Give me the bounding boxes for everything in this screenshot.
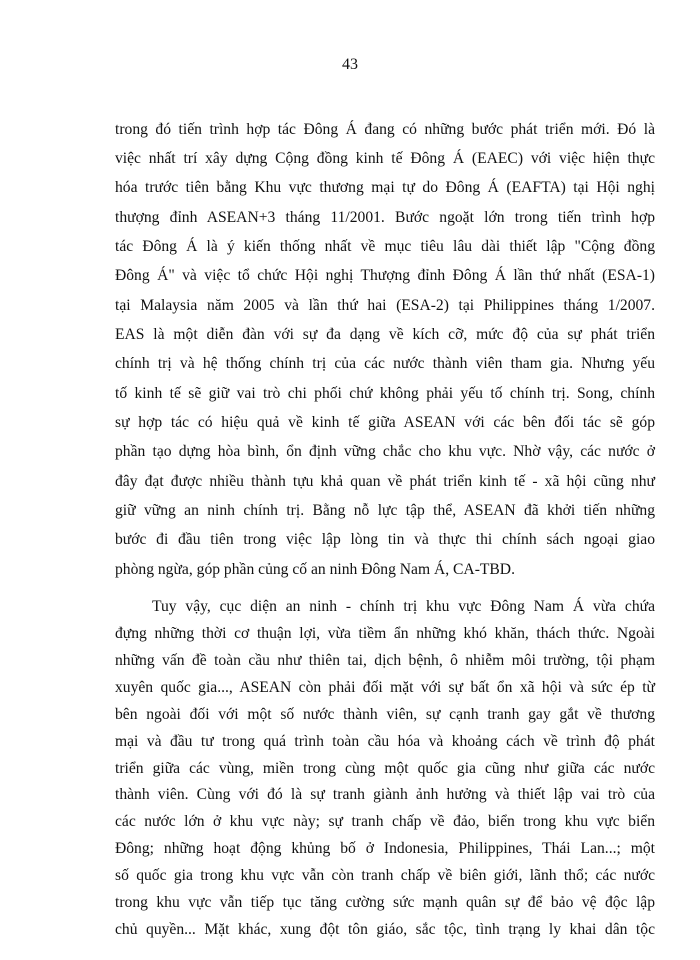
paragraph-1-line-2: việc nhất trí xây dựng Cộng đồng kinh tế Đông Á (EAEC) với việc hiện thực xyxy=(115,150,655,167)
paragraph-2-line-11: số quốc gia trong khu vực vẫn còn tranh chấp về biên giới, lãnh thổ; các nước xyxy=(115,867,655,885)
paragraph-2-line-7: triển giữa các vùng, miền trong cùng một quốc gia cũng như giữa các nước xyxy=(115,759,655,777)
paragraph-1-line-11: sự hợp tác có hiệu quả về kinh tế giữa ASEAN với các bên đối tác sẽ góp xyxy=(115,414,655,431)
paragraph-2-line-12: trong khu vực vẫn tiếp tục tăng cường sức mạnh quân sự để bảo vệ độc lập xyxy=(115,894,655,912)
paragraph-2-line-4: xuyên quốc gia..., ASEAN còn phải đối mặt với sự bất ổn xã hội và sức ép từ xyxy=(115,678,655,696)
paragraph-1-line-5: tác Đông Á là ý kiến thống nhất về mục tiêu lâu dài thiết lập "Cộng đồng xyxy=(115,238,655,255)
paragraph-2-line-10: Đông; những hoạt động khủng bố ở Indonesia, Philippines, Thái Lan...; một xyxy=(115,840,655,858)
paragraph-2-line-1: Tuy vậy, cục diện an ninh - chính trị khu vực Đông Nam Á vừa chứa xyxy=(152,598,655,615)
paragraph-2-line-3: những vấn đề toàn cầu như thiên tai, dịch bệnh, ô nhiễm môi trường, tội phạm xyxy=(115,651,655,669)
paragraph-1-line-12: phần tạo dựng hòa bình, ổn định vững chắc cho khu vực. Nhờ vậy, các nước ở xyxy=(115,443,655,460)
paragraph-2-line-8: thành viên. Cùng với đó là sự tranh giành ảnh hưởng và thiết lập vai trò của xyxy=(115,786,655,804)
paragraph-1-line-1: trong đó tiến trình hợp tác Đông Á đang có những bước phát triển mới. Đó là xyxy=(115,121,655,138)
page-number: 43 xyxy=(342,56,358,73)
paragraph-1-line-6: Đông Á" và việc tổ chức Hội nghị Thượng đỉnh Đông Á lần thứ nhất (ESA-1) xyxy=(115,267,655,284)
paragraph-1-line-16: phòng ngừa, góp phần củng cố an ninh Đông Nam Á, CA-TBD. xyxy=(115,561,515,578)
paragraph-1-line-4: thượng đỉnh ASEAN+3 tháng 11/2001. Bước ngoặt lớn trong tiến trình hợp xyxy=(115,209,655,226)
paragraph-1-line-8: EAS là một diễn đàn với sự đa dạng về kích cỡ, mức độ của sự phát triển xyxy=(115,326,655,343)
paragraph-1-line-14: giữ vững an ninh chính trị. Bằng nỗ lực tập thể, ASEAN đã khởi tiến những xyxy=(115,502,655,519)
paragraph-1-line-15: bước đi đầu tiên trong việc lập lòng tin và thực thi chính sách ngoại giao xyxy=(115,531,655,548)
paragraph-1-line-10: tố kinh tế sẽ giữ vai trò chi phối chứ không phải yếu tố chính trị. Song, chính xyxy=(115,385,655,402)
paragraph-1-line-13: đây đạt được nhiều thành tựu khả quan về phát triển kinh tế - xã hội cũng như xyxy=(115,473,655,490)
paragraph-2-line-5: bên ngoài đối với một số nước thành viên, sự cạnh tranh gay gắt về thương xyxy=(115,705,655,723)
paragraph-1-line-9: chính trị và hệ thống chính trị của các nước thành viên tham gia. Nhưng yếu xyxy=(115,355,655,372)
paragraph-2-line-6: mại và đầu tư trong quá trình toàn cầu hóa và khoảng cách về trình độ phát xyxy=(115,732,655,750)
paragraph-1-line-7: tại Malaysia năm 2005 và lần thứ hai (ESA-2) tại Philippines tháng 1/2007. xyxy=(115,297,655,314)
paragraph-1-line-3: hóa trước tiên bằng Khu vực thương mại tự do Đông Á (EAFTA) tại Hội nghị xyxy=(115,179,655,196)
paragraph-2-line-2: đựng những thời cơ thuận lợi, vừa tiềm ẩn những khó khăn, thách thức. Ngoài xyxy=(115,624,655,642)
paragraph-2-line-9: các nước lớn ở khu vực này; sự tranh chấp về đảo, biển trong khu vực biển xyxy=(115,813,655,831)
paragraph-2-line-13: chủ quyền... Mặt khác, xung đột tôn giáo, sắc tộc, tình trạng ly khai dân tộc xyxy=(115,921,655,938)
